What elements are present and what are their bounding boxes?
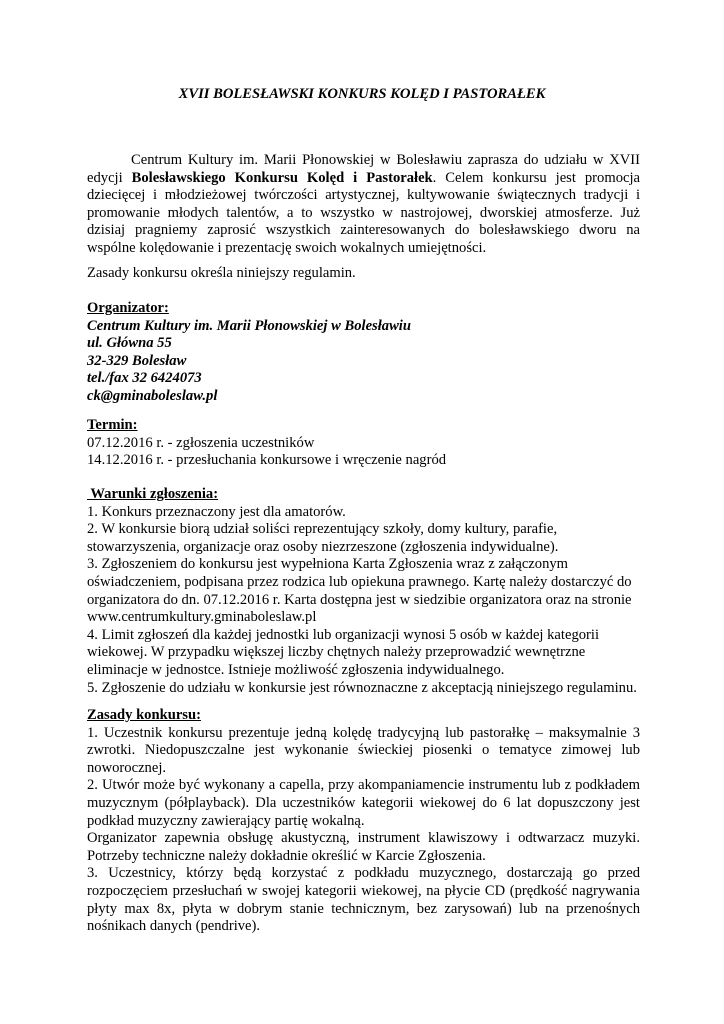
contest-rules-line-11: płyty max 8x, płyta w dobrym stanie technicznym, bez zarysowań) lub na przenośnych [87, 900, 640, 917]
contest-rules-line-7: Organizator zapewnia obsługę akustyczną, instrument klawiszowy i odtwarzacz muzyki. [87, 830, 640, 847]
contest-rules-line-12: nośnikach danych (pendrive). [87, 918, 261, 935]
contest-rules-line-4: 2. Utwór może być wykonany a capella, przy akompaniamencie instrumentu lub z podkładem [87, 777, 640, 794]
conditions-line-10: eliminacje w jednostce. Istnieje możliwość zgłoszenia indywidualnego. [87, 661, 505, 678]
contest-rules-line-6: podkład muzyczny zawierający partię wokalną. [87, 812, 365, 829]
conditions-line-7: www.centrumkultury.gminaboleslaw.pl [87, 609, 317, 626]
document-title: XVII BOLESŁAWSKI KONKURS KOLĘD I PASTORAŁEK [178, 86, 546, 102]
organizer-name: Centrum Kultury im. Marii Płonowskiej w Bolesławiu [87, 317, 411, 334]
intro-line-1: Centrum Kultury im. Marii Płonowskiej w Bolesławiu zaprasza do udziału w XVII [131, 152, 640, 168]
term-section [87, 417, 640, 470]
term-line-1: 07.12.2016 r. - zgłoszenia uczestników [87, 434, 315, 451]
organizer-email: ck@gminaboleslaw.pl [87, 387, 218, 404]
conditions-line-5: oświadczeniem, podpisana przez rodzica lub opiekuna prawnego. Kartę należy dostarczyć do [87, 573, 632, 590]
contest-rules-heading: Zasady konkursu: [87, 707, 201, 723]
conditions-heading: Warunki zgłoszenia: [87, 486, 219, 502]
conditions-line-6: organizatora do dn. 07.12.2016 r. Karta dostępna jest w siedzibie organizatora oraz na stronie [87, 591, 632, 608]
conditions-line-3: stowarzyszenia, organizacje oraz osoby niezrzeszone (zgłoszenia indywidualne). [87, 538, 559, 555]
organizer-section [87, 300, 640, 406]
term-line-2: 14.12.2016 r. - przesłuchania konkursowe i wręczenie nagród [87, 452, 447, 469]
contest-rules-line-8: Potrzeby techniczne należy dokładnie określić w Karcie Zgłoszenia. [87, 847, 486, 864]
contest-rules-line-9: 3. Uczestnicy, którzy będą korzystać z podkładu muzycznego, dostarczają go przed [87, 865, 640, 882]
intro-line-2-rest: Celem konkursu jest promocja [445, 169, 640, 186]
contest-rules-line-10: rozpoczęciem przesłuchań w swojej kategorii wiekowej, na płycie CD (prędkość nagrywania [87, 882, 640, 899]
conditions-line-9: wiekowej. W przypadku większej liczby chętnych należy przeprowadzić wewnętrzne [87, 644, 586, 661]
organizer-street: ul. Główna 55 [87, 335, 172, 352]
contest-rules-section [87, 707, 640, 936]
organizer-heading: Organizator: [87, 300, 169, 316]
contest-rules-line-2: zwrotki. Niedopuszczalne jest wykonanie świeckiej piosenki o tematyce zimowej lub [87, 742, 640, 759]
contest-rules-line-3: noworocznej. [87, 759, 167, 776]
contest-rules-line-1: 1. Uczestnik konkursu prezentuje jedną kolędę tradycyjną lub pastorałkę – maksymalnie 3 [87, 724, 640, 741]
conditions-line-1: 1. Konkurs przeznaczony jest dla amatorów. [87, 503, 346, 520]
intro-line-2: edycji Bolesławskiego Konkursu Kolęd i Pastorałek. Celem konkursu jest promocja [87, 169, 640, 186]
intro-line-4: promowanie młodych talentów, a to wszystko w nastrojowej, dworskiej atmosferze. Już [87, 204, 640, 221]
rules-sentence: Zasady konkursu określa niniejszy regulamin. [87, 265, 356, 281]
conditions-line-11: 5. Zgłoszenie do udziału w konkursie jest równoznaczne z akceptacją niniejszego regulaminu. [87, 679, 637, 696]
organizer-city: 32-329 Bolesław [87, 352, 187, 369]
intro-paragraph [87, 152, 640, 258]
conditions-section [87, 486, 640, 697]
conditions-line-8: 4. Limit zgłoszeń dla każdej jednostki lub organizacji wynosi 5 osób w każdej kategorii [87, 626, 600, 643]
intro-line-3: dziecięcej i młodzieżowej twórczości artystycznej, kultywowanie świątecznych tradycji i [87, 187, 640, 204]
intro-line-5: dzisiaj pragniemy zaprosić wszystkich zainteresowanych do bolesławskiego dworu na [87, 222, 640, 239]
intro-edition-prefix: edycji [87, 169, 132, 186]
contest-rules-line-5: muzycznym (półplayback). Dla uczestników kategorii wiekowej do 6 lat dopuszczony jest [87, 794, 640, 811]
organizer-phone: tel./fax 32 6424073 [87, 370, 202, 387]
intro-line-6: wspólne kolędowanie i prezentację swoich wokalnych umiejętności. [87, 239, 487, 256]
conditions-line-4: 3. Zgłoszeniem do konkursu jest wypełniona Karta Zgłoszenia wraz z załączonym [87, 556, 569, 573]
intro-edition-name: Bolesławskiego Konkursu Kolęd i Pastorałek [131, 169, 433, 186]
conditions-line-2: 2. W konkursie biorą udział soliści reprezentujący szkoły, domy kultury, parafie, [87, 521, 558, 538]
term-heading: Termin: [87, 417, 138, 433]
